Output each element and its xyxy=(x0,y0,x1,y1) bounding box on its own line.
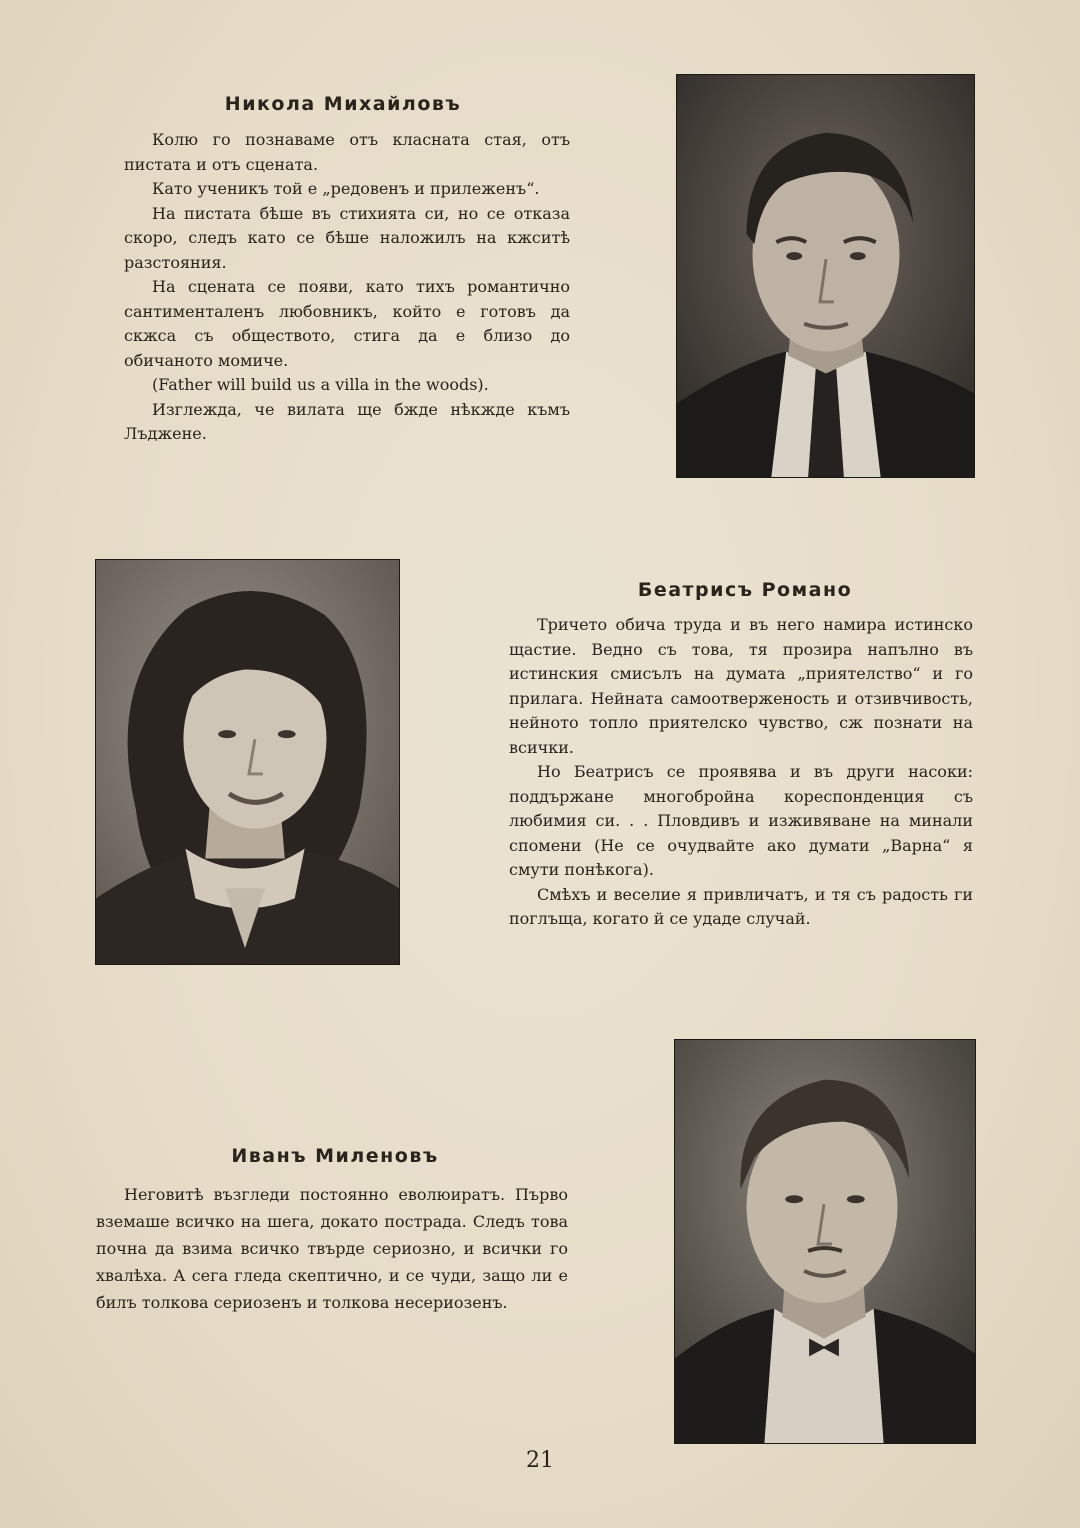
portrait-photo-nikola xyxy=(676,74,975,478)
paragraph: Но Беатрисъ се проявява и въ други насоки: поддържане многобройна кореспонденция съ любимия си. . . Пловдивъ и изживяване на минали спомени (Не се очудвайте ако думати „Варна“ я смути понѣкога). xyxy=(509,762,973,879)
profile-text-beatris xyxy=(509,613,973,932)
profile-text-nikola xyxy=(124,128,570,447)
paragraph: Смѣхъ и веселие я привличатъ, и тя съ радость ги поглъща, когато й се удаде случай. xyxy=(509,884,973,928)
profile-text-ivan xyxy=(96,1181,568,1316)
portrait-photo-beatris xyxy=(95,559,400,965)
paragraph: Изглежда, че вилата ще бжде нѣкжде къмъ Лъджене. xyxy=(124,399,570,443)
profile-name-ivan: Иванъ Миленовъ xyxy=(231,1145,439,1167)
paragraph: (Father will build us a villa in the woods). xyxy=(152,375,489,394)
paragraph: Колю го познаваме отъ класната стая, отъ пистата и отъ сцената. xyxy=(124,130,570,174)
portrait-photo-young-woman-scarf-icon xyxy=(96,560,399,964)
paragraph: Неговитѣ възгледи постоянно еволюиратъ. Първо вземаше всичко на шега, докато пострада. Следъ това почна да взима всичко твърде сериозно, и всички го хвалѣха. А сега гледа скептично, и се чуди, защо ли е билъ толкова сериозенъ и толкова несериозенъ. xyxy=(96,1185,568,1312)
portrait-photo-young-man-tie-icon xyxy=(677,75,974,477)
portrait-photo-young-man-bowtie-icon xyxy=(675,1040,975,1443)
page-number: 21 xyxy=(526,1448,554,1473)
profile-name-beatris: Беатрисъ Романо xyxy=(637,579,853,601)
paragraph: Тричето обича труда и въ него намира истинско щастие. Ведно съ това, тя прозира напълно въ истинския смисълъ на думата „приятелство“ и го прилага. Нейната самоотверженость и отзивчивость, нейното топло приятелско чувство, сж познати на всички. xyxy=(509,615,973,757)
portrait-photo-ivan xyxy=(674,1039,976,1444)
paragraph: Като ученикъ той е „редовенъ и прилеженъ“. xyxy=(152,179,540,198)
paragraph: На сцената се появи, като тихъ романтично сантименталенъ любовникъ, който е готовъ да скжса съ обществото, стига да е близо до обичаното момиче. xyxy=(124,277,570,370)
paragraph: На пистата бѣше въ стихията си, но се отказа скоро, следъ като се бѣше наложилъ на кжситѣ разстояния. xyxy=(124,203,570,272)
profile-name-nikola: Никола Михайловъ xyxy=(224,93,462,115)
